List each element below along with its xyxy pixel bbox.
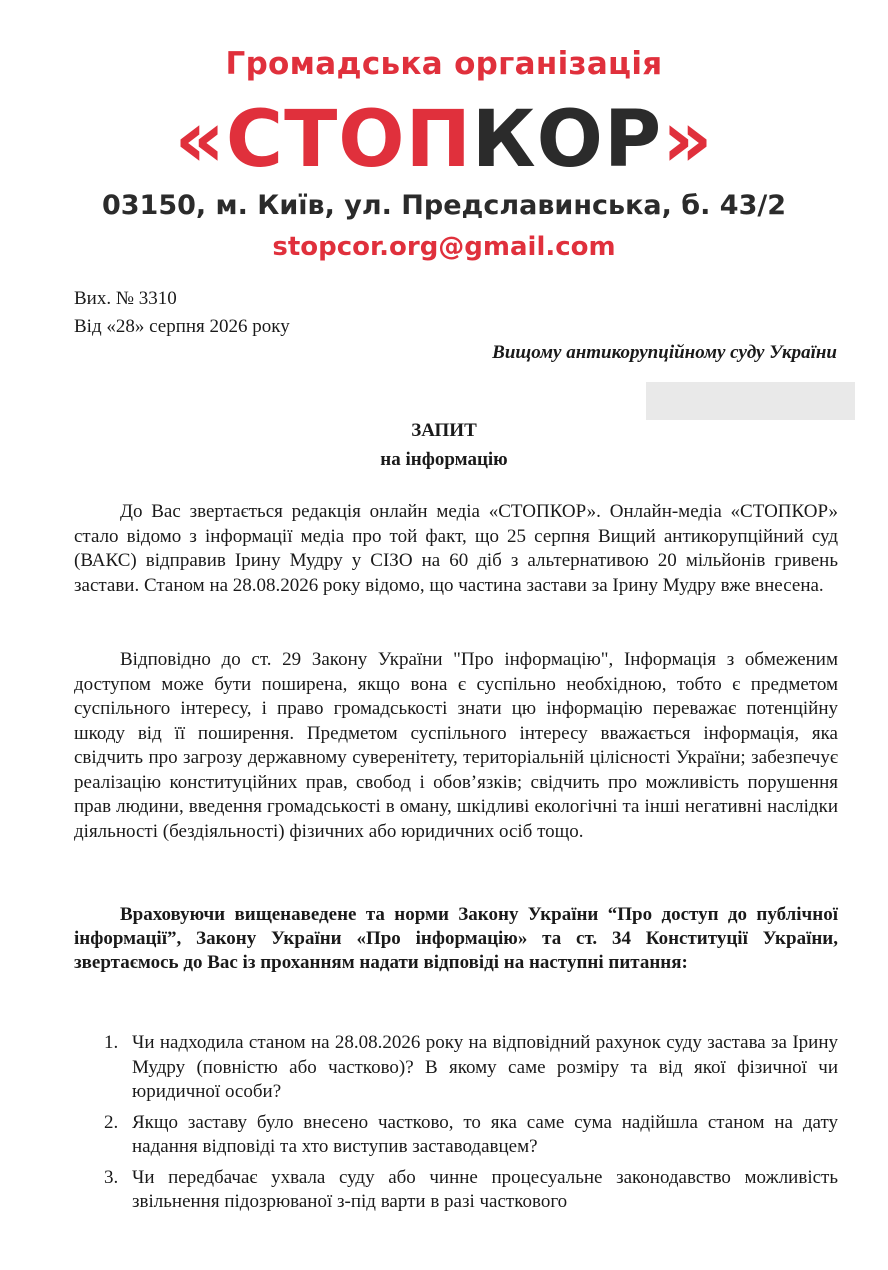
brand-close-quote: » bbox=[662, 95, 714, 185]
intro-paragraph: До Вас звертається редакція онлайн медіа «СТОПКОР». Онлайн-медіа «СТОПКОР» стало відомо з інформації медіа про той факт, що 25 серпня Вищий антикорупційний суд (ВАКС) відправив Ірину Мудру у СІЗО на 60 діб з альтернативою 20 мільйонів гривень застави. Станом на 28.08.2026 року відомо, що частина застави за Ірину Мудру вже внесена. bbox=[74, 501, 838, 596]
outgoing-number: Вих. № 3310 bbox=[74, 288, 177, 309]
organization-address: 03150, м. Київ, ул. Предславинська, б. 43/2 bbox=[101, 190, 787, 221]
document-title: ЗАПИТ bbox=[411, 420, 477, 441]
question-number: 2. bbox=[104, 1111, 119, 1133]
brand-kor: КОР bbox=[471, 95, 663, 185]
question-text: Чи надходила станом на 28.08.2026 року на відповідний рахунок суду застава за Ірину Мудру (повністю або частково)? В якому саме розміру та від якої фізичної чи юридичної особи? bbox=[132, 1032, 838, 1102]
redacted-area bbox=[646, 382, 855, 420]
list-item bbox=[74, 1111, 838, 1160]
organization-type: Громадська організація bbox=[225, 46, 663, 82]
questions-list bbox=[74, 1031, 838, 1221]
question-text: Чи передбачає ухвала суду або чинне процесуальне законодавство можливість звільнення підозрюваної з-під варти в разі часткового bbox=[132, 1166, 838, 1212]
organization-email: stopcor.org@gmail.com bbox=[272, 232, 616, 262]
addressee: Вищому антикорупційному суду України bbox=[492, 342, 837, 363]
list-item bbox=[74, 1031, 838, 1105]
question-text: Якщо заставу було внесено частково, то яка саме сума надійшла станом на дату надання відповіді та хто виступив заставодавцем? bbox=[132, 1111, 838, 1157]
brand-logo bbox=[0, 90, 888, 190]
letter-date: Від «28» серпня 2026 року bbox=[74, 316, 290, 337]
brand-open-quote: « bbox=[174, 95, 226, 185]
brand-stop: СТОП bbox=[225, 95, 472, 185]
question-number: 1. bbox=[104, 1032, 119, 1053]
document-subtitle: на інформацію bbox=[380, 449, 508, 470]
request-paragraph: Враховуючи вищенаведене та норми Закону України “Про доступ до публічної інформації”, Закону України «Про інформацію» та ст. 34 Конституції України, звертаємось до Вас із проханням надати відповіді на наступні питання: bbox=[74, 904, 838, 973]
list-item bbox=[74, 1166, 838, 1215]
legal-basis-paragraph: Відповідно до ст. 29 Закону України "Про інформацію", Інформація з обмеженим доступом може бути поширена, якщо вона є суспільно необхідною, тобто є предметом суспільного інтересу, і право громадськості знати цю інформацію переважає потенційну шкоду від її поширення. Предметом суспільного інтересу вважається інформація, яка свідчить про загрозу державному суверенітету, територіальній цілісності України; забезпечує реалізацію конституційних прав, свобод і обов’язків; свідчить про можливість порушення прав людини, введення громадськості в оману, шкідливі екологічні та інші негативні наслідки діяльності (бездіяльності) фізичних або юридичних осіб тощо. bbox=[74, 649, 838, 842]
question-number: 3. bbox=[104, 1166, 119, 1188]
